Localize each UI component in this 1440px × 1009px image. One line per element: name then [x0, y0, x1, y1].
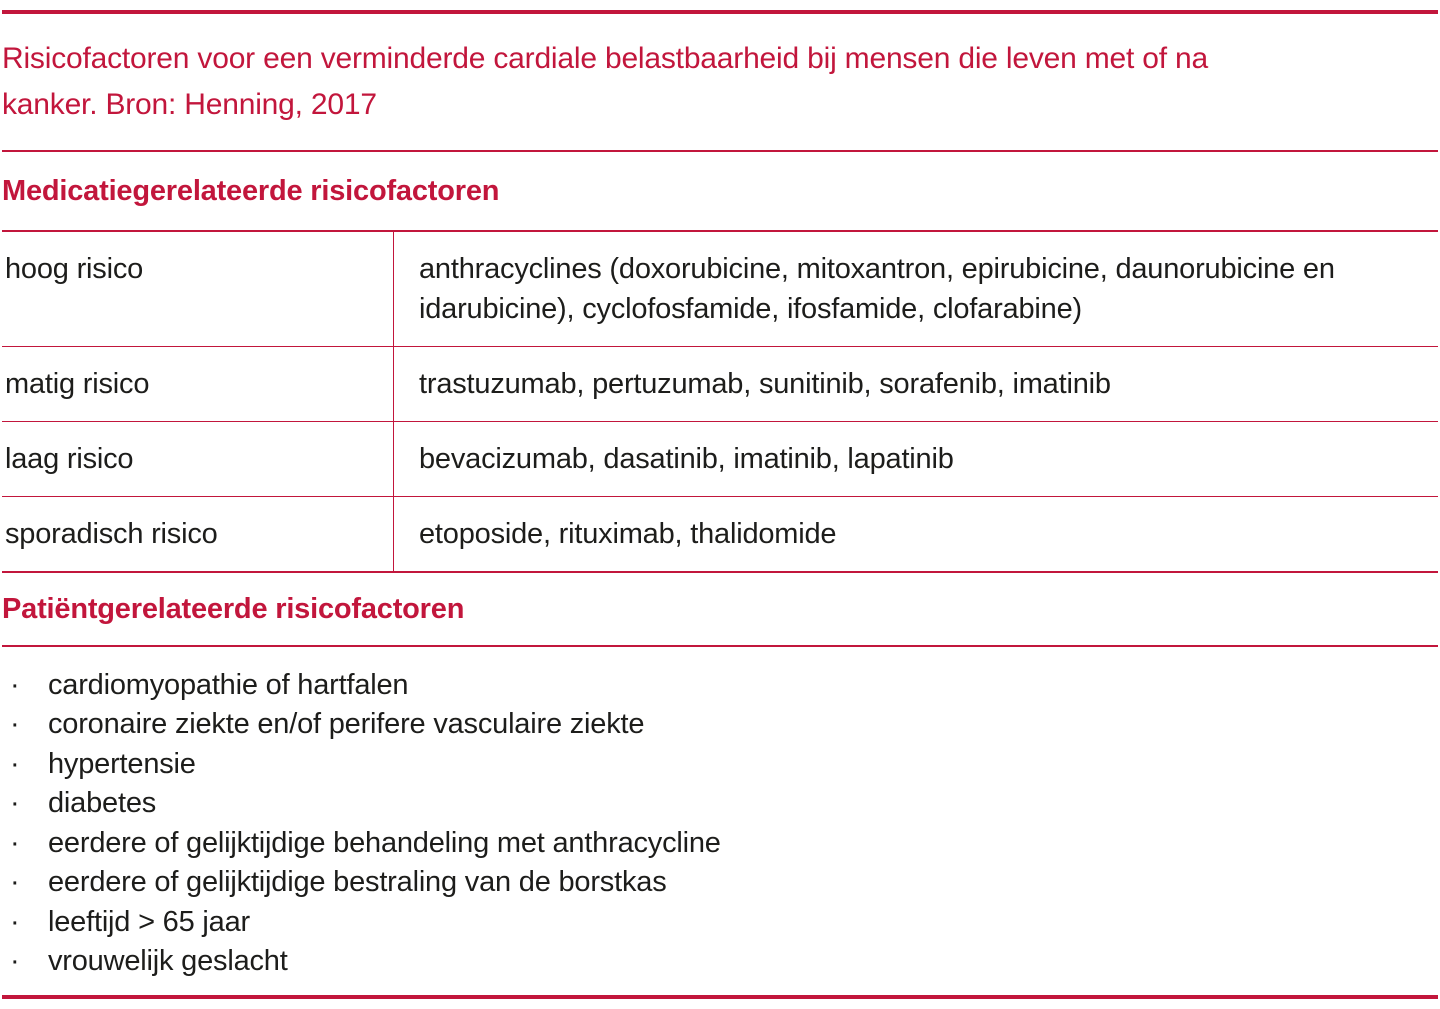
patient-risk-text: leeftijd > 65 jaar	[48, 905, 250, 938]
patient-risk-item	[10, 705, 1440, 745]
patient-risk-item	[10, 824, 1440, 864]
patient-risk-list	[0, 666, 1440, 982]
risk-level-cell: laag risico	[2, 422, 394, 496]
bullet-icon: ·	[10, 945, 20, 977]
top-rule	[2, 10, 1438, 14]
medications-cell: trastuzumab, pertuzumab, sunitinib, sorafenib, imatinib	[419, 367, 1111, 400]
medication-table-row	[2, 421, 1438, 496]
medication-table-row	[2, 496, 1438, 571]
patient-risk-item	[10, 863, 1440, 903]
document-title	[2, 36, 1438, 128]
patient-risk-text: eerdere of gelijktijdige behandeling met anthracycline	[48, 826, 721, 859]
patient-risk-item	[10, 903, 1440, 943]
medication-table-row	[2, 232, 1438, 346]
patient-risk-item	[10, 666, 1440, 706]
patient-risk-item	[10, 745, 1440, 785]
title-line-1: Risicofactoren voor een verminderde cardiale belastbaarheid bij mensen die leven met of na	[2, 41, 1209, 75]
bullet-icon: ·	[10, 708, 20, 740]
bullet-icon: ·	[10, 826, 20, 859]
patient-risk-text: vrouwelijk geslacht	[48, 945, 288, 977]
patient-section-heading: Patiëntgerelateerde risicofactoren	[2, 592, 465, 625]
medication-table-row	[2, 346, 1438, 421]
medication-section-heading: Medicatiegerelateerde risicofactoren	[2, 174, 500, 207]
medications-cell: etoposide, rituximab, thalidomide	[419, 517, 837, 550]
patient-risk-text: coronaire ziekte en/of perifere vasculaire ziekte	[48, 708, 645, 740]
patient-risk-text: diabetes	[48, 787, 157, 819]
bullet-icon: ·	[10, 905, 20, 938]
risk-level-cell: hoog risico	[2, 232, 394, 346]
patient-risk-text: cardiomyopathie of hartfalen	[48, 668, 409, 701]
patient-risk-text: hypertensie	[48, 747, 196, 780]
bullet-icon: ·	[10, 866, 20, 898]
rule-under-patient-heading	[2, 645, 1438, 647]
medications-cell: bevacizumab, dasatinib, imatinib, lapatinib	[419, 442, 954, 475]
title-line-2: kanker. Bron: Henning, 2017	[2, 87, 377, 121]
bullet-icon: ·	[10, 668, 20, 701]
patient-risk-item	[10, 942, 1440, 982]
patient-risk-text: eerdere of gelijktijdige bestraling van de borstkas	[48, 866, 667, 898]
medications-cell: anthracyclines (doxorubicine, mitoxantron, epirubicine, daunorubicine en idarubicine), cyclofosfamide, ifosfamide, clofarabine)	[419, 252, 1335, 325]
medication-table	[2, 230, 1438, 573]
bottom-rule	[2, 995, 1438, 999]
bullet-icon: ·	[10, 787, 20, 819]
risk-level-cell: matig risico	[2, 347, 394, 421]
patient-risk-item	[10, 784, 1440, 824]
risk-level-cell: sporadisch risico	[2, 497, 394, 571]
bullet-icon: ·	[10, 747, 20, 780]
